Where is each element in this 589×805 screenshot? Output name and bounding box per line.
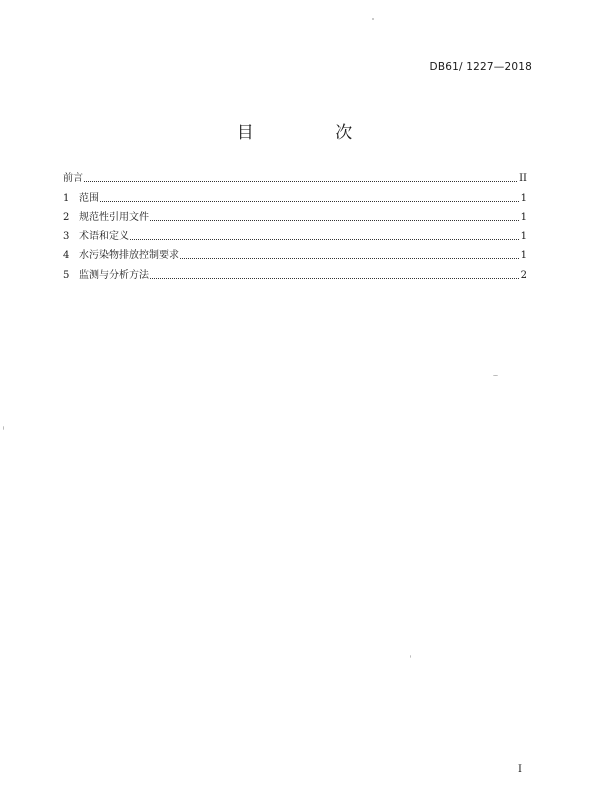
toc-leader-dots (100, 200, 519, 202)
page-number: I (518, 764, 522, 775)
toc-title: 目 次 (236, 123, 391, 143)
toc-entry-scope[interactable] (63, 185, 527, 204)
toc-entry-monitoring-methods[interactable] (63, 262, 527, 281)
document-code: DB61/ 1227—2018 (429, 61, 532, 73)
toc-entry-number: 3 (63, 231, 70, 243)
toc-entry-title: 范围 (79, 192, 99, 204)
toc-entry-page: 2 (520, 269, 527, 281)
toc-entry-page: 1 (520, 250, 527, 262)
toc-entry-page: II (519, 173, 527, 185)
toc-entry-title: 前言 (63, 173, 83, 185)
toc-entry-foreword[interactable] (63, 166, 527, 185)
toc-entry-page: 1 (520, 211, 527, 223)
toc-entry-title: 规范性引用文件 (79, 211, 149, 223)
toc-entry-number: 1 (63, 192, 70, 204)
toc-entry-emission-control[interactable] (63, 243, 527, 262)
scan-speck (493, 375, 498, 376)
toc-leader-dots (130, 238, 519, 240)
toc-entry-number: 4 (63, 250, 70, 262)
scan-speck (410, 655, 411, 658)
toc-leader-dots (150, 277, 519, 279)
scan-speck (3, 426, 4, 430)
toc-entry-page: 1 (520, 231, 527, 243)
toc-entry-number: 5 (63, 269, 70, 281)
toc-entry-title: 水污染物排放控制要求 (79, 250, 179, 262)
toc-leader-dots (150, 219, 519, 221)
toc-entry-title: 监测与分析方法 (79, 269, 149, 281)
table-of-contents (63, 166, 527, 282)
toc-entry-title: 术语和定义 (79, 231, 129, 243)
toc-leader-dots (84, 180, 517, 182)
toc-leader-dots (180, 257, 519, 259)
scan-speck (372, 18, 374, 20)
toc-entry-page: 1 (520, 192, 527, 204)
toc-entry-normative-references[interactable] (63, 205, 527, 224)
toc-entry-terms-definitions[interactable] (63, 224, 527, 243)
toc-entry-number: 2 (63, 211, 70, 223)
